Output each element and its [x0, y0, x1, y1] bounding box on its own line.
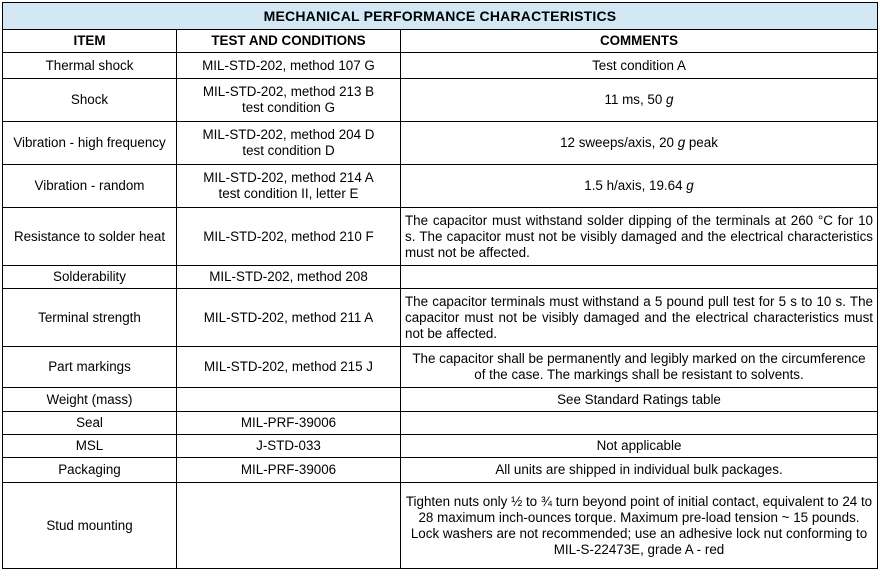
item-cell: Stud mounting [3, 483, 177, 569]
test-cell: J-STD-033 [177, 435, 401, 458]
table-header-row [3, 30, 878, 53]
table-title-row [3, 3, 878, 30]
test-cell: MIL-PRF-39006 [177, 412, 401, 435]
item-cell: Seal [3, 412, 177, 435]
item-cell: Part markings [3, 347, 177, 388]
comments-cell: The capacitor must withstand solder dipping of the terminals at 260 °C for 10 s. The capacitor must not be visibly damaged and the electrical characteristics must not be affected. [401, 208, 878, 266]
test-cell: MIL-STD-202, method 211 A [177, 289, 401, 347]
comments-cell [401, 266, 878, 289]
test-cell: MIL-STD-202, method 214 A test condition II, letter E [177, 165, 401, 208]
comments-cell [401, 412, 878, 435]
comments-cell: Tighten nuts only ½ to ¾ turn beyond point of initial contact, equivalent to 24 to 28 maximum inch-ounces torque. Maximum pre-load tension ~ 15 pounds. Lock washers are not recommended; use an adhesive lock nut conforming to MIL-S-22473E, grade A - red [401, 483, 878, 569]
table-row [3, 266, 878, 289]
table-row [3, 412, 878, 435]
comments-cell: The capacitor shall be permanently and legibly marked on the circumference of the case. The markings shall be resistant to solvents. [401, 347, 878, 388]
test-cell [177, 483, 401, 569]
test-cell: MIL-PRF-39006 [177, 458, 401, 483]
comments-cell: 12 sweeps/axis, 20 g peak [401, 122, 878, 165]
mechanical-performance-table [2, 2, 878, 569]
item-cell: Weight (mass) [3, 388, 177, 412]
comments-cell: The capacitor terminals must withstand a 5 pound pull test for 5 s to 10 s. The capacitor must not be visibly damaged and the electrical characteristics must not be affected. [401, 289, 878, 347]
table-title: MECHANICAL PERFORMANCE CHARACTERISTICS [3, 3, 878, 30]
header-comments: COMMENTS [401, 30, 878, 53]
item-cell: Terminal strength [3, 289, 177, 347]
header-item: ITEM [3, 30, 177, 53]
test-cell: MIL-STD-202, method 107 G [177, 53, 401, 79]
test-cell: MIL-STD-202, method 210 F [177, 208, 401, 266]
test-cell: MIL-STD-202, method 215 J [177, 347, 401, 388]
table-row [3, 165, 878, 208]
item-cell: Resistance to solder heat [3, 208, 177, 266]
table-row [3, 435, 878, 458]
item-cell: Shock [3, 79, 177, 122]
table-row [3, 483, 878, 569]
item-cell: MSL [3, 435, 177, 458]
header-test-and-conditions: TEST AND CONDITIONS [177, 30, 401, 53]
table-row [3, 458, 878, 483]
comments-cell: Test condition A [401, 53, 878, 79]
test-cell [177, 388, 401, 412]
item-cell: Packaging [3, 458, 177, 483]
comments-cell: All units are shipped in individual bulk packages. [401, 458, 878, 483]
table-row [3, 388, 878, 412]
table-row [3, 122, 878, 165]
item-cell: Thermal shock [3, 53, 177, 79]
comments-cell: 11 ms, 50 g [401, 79, 878, 122]
item-cell: Vibration - random [3, 165, 177, 208]
test-cell: MIL-STD-202, method 213 B test condition G [177, 79, 401, 122]
table-row [3, 53, 878, 79]
item-cell: Solderability [3, 266, 177, 289]
comments-cell: 1.5 h/axis, 19.64 g [401, 165, 878, 208]
comments-cell: See Standard Ratings table [401, 388, 878, 412]
table-row [3, 208, 878, 266]
comments-cell: Not applicable [401, 435, 878, 458]
table-row [3, 289, 878, 347]
table-row [3, 347, 878, 388]
test-cell: MIL-STD-202, method 204 D test condition D [177, 122, 401, 165]
table-row [3, 79, 878, 122]
test-cell: MIL-STD-202, method 208 [177, 266, 401, 289]
item-cell: Vibration - high frequency [3, 122, 177, 165]
